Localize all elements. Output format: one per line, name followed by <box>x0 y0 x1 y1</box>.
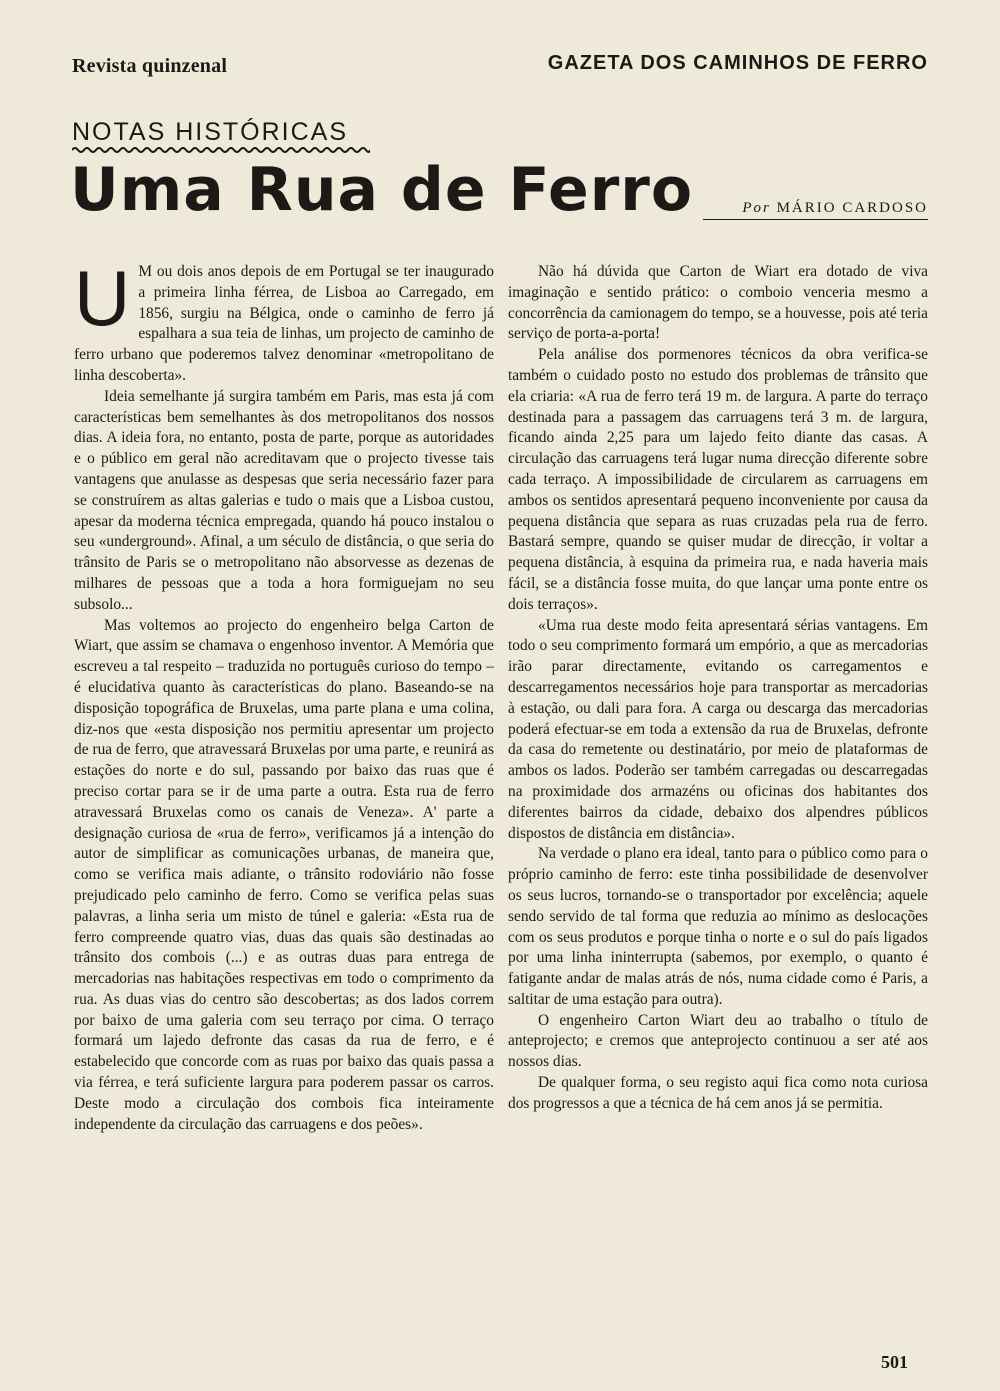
paragraph: Mas voltemos ao projecto do engenheiro belga Carton de Wiart, que assim se chamava o engenhoso inventor. A Memória que escreveu a tal respeito – traduzida no português curioso do tempo – é elucidativa quanto às características do plano. Baseando-se na disposição topográfica de Bruxelas, uma parte plana e uma colina, diz-nos que «esta disposição nos permitiu apresentar um projecto de rua de ferro, que atravessará Bruxelas por uma parte, e reunirá as estações do norte e do sul, passando por baixo das ruas que é preciso cortar para se ir de uma parte a outra. Esta rua de ferro atravessará Bruxelas como os canais de Veneza». A' parte a designação curiosa de «rua de ferro», verificamos já a intenção do autor de simplificar as comunicações urbanas, de maneira que, como se verifica mais adiante, o trânsito rodoviário não fosse prejudicado pelo caminho de ferro. Como se verifica pelas suas palavras, a linha seria um misto de túnel e galeria: «Esta rua de ferro compreende quatro vias, duas das quais são destinadas ao trânsito dos combois (...) e as outras duas para entrega de mercadorias nas habitações respectivas em todo o comprimento da rua. As duas vias do centro são descobertas; as dos lados correm por baixo de uma galeria com seu terraço por cima. O terraço formará um lajedo defronte das casas da rua de ferro, e é estabelecido que concorde com as ruas por baixo das quais passa a via férrea, e terá suficiente largura para poderem passar os carros. Deste modo a circulação dos combois fica inteiramente independente da circulação das carruagens e dos peões». <box>74 616 494 1133</box>
paragraph: Na verdade o plano era ideal, tanto para o público como para o próprio caminho de ferro: este tinha possibilidade de desenvolver os seus lucros, tornando-se o transportador por excelência; aquele sendo servido de tal forma que reduzia ao mínimo as deslocações com os seus produtos e porque tinha o norte e o sul do país ligados por uma linha ininterrupta (sabemos, por exemplo, o quanto é fatigante andar de malas atrás de nós, numa cidade como é Paris, a saltitar de uma estação para outra). <box>508 845 928 1008</box>
decorative-wavy-rule <box>72 146 370 154</box>
article-column-left <box>74 254 494 1135</box>
paragraph <box>74 254 494 387</box>
header-publication-title: GAZETA DOS CAMINHOS DE FERRO <box>547 52 928 74</box>
page-number: 501 <box>881 1352 908 1372</box>
paragraph: Ideia semelhante já surgira também em Paris, mas esta já com características bem semelhantes às dos metropolitanos dos nossos dias. A ideia fora, no entanto, posta de parte, porque as autoridades e o público em geral não acreditavam que o projecto tivesse tais vantagens que anulasse as despesas que seria necessário fazer para se construírem as altas galerias e tudo o mais que a Lisboa custou, apesar da moderna técnica empregada, quando há pouco instalou o seu «underground». Afinal, a um século de distância, o que seria do trânsito de Paris se o metropolitano não absorvesse as dezenas de milhares de pessoas que a toda a hora formiguejam no seu subsolo... <box>74 387 494 613</box>
header-periodicity: Revista quinzenal <box>72 55 228 77</box>
drop-cap: U <box>74 254 131 342</box>
paragraph: «Uma rua deste modo feita apresentará sérias vantagens. Em todo o seu comprimento formará um empório, a que as mercadorias irão parar directamente, evitando os carregamentos e descarregamentos necessários hoje para transportar as mercadorias à estação, ou dali para fora. A carga ou descarga das mercadorias poderá efectuar-se em toda a extensão da rua de Bruxelas, defronte da casa do remetente ou destinatário, por meio de plataformas de ambos os lados. Poderão ser também carregadas ou descarregadas na proximidade dos armazéns ou oficinas dos habitantes dos diferentes bairros da cidade, debaixo dos alpendres públicos dispostos de distância em distância». <box>508 616 928 842</box>
byline-prefix: Por <box>742 200 771 216</box>
byline-author: MÁRIO CARDOSO <box>776 200 928 216</box>
article-column-right <box>508 262 928 1115</box>
paragraph: Não há dúvida que Carton de Wiart era dotado de viva imaginação e sentido prático: o comboio venceria mesmo a concorrência da camionagem do tempo, se a houvesse, pois até teria serviço de porta-a-porta! <box>508 263 928 343</box>
paragraph-text: M ou dois anos depois de em Portugal se ter inaugurado a primeira linha férrea, de Lisboa ao Carregado, em 1856, surgiu na Bélgica, onde o caminho de ferro já espalhara a sua teia de linhas, um projecto de caminho de ferro urbano que poderemos talvez denominar «metropolitano de linha descoberta». <box>74 263 494 384</box>
article-title: Uma Rua de Ferro <box>70 155 694 225</box>
section-label: NOTAS HISTÓRICAS <box>72 118 349 146</box>
paragraph: De qualquer forma, o seu registo aqui fica como nota curiosa dos progressos a que a técnica de há cem anos já se permitia. <box>508 1074 928 1112</box>
paragraph: O engenheiro Carton Wiart deu ao trabalho o título de anteprojecto; e cremos que anteprojecto continuou a ser até aos nossos dias. <box>508 1011 928 1071</box>
paragraph: Pela análise dos pormenores técnicos da obra verifica-se também o cuidado posto no estudo dos problemas de trânsito que ela criaria: «A rua de ferro terá 19 m. de largura. A parte do terraço destinada para a passagem das carruagens terá 3 m. de largura, ficando ainda 2,25 para um lajedo feito diante das casas. A circulação das carruagens terá lugar numa direcção diferente sobre cada terraço. A impossibilidade de circularem as carruagens em ambos os sentidos apresentará pequeno inconveniente por causa da pequena distância que separa as ruas cruzadas pela rua de ferro. Bastará sempre, quando se quiser mudar de direcção, ir voltar a pequena distância, à esquina da primeira rua, e nada haveria mais fácil, se a distância fosse muita, do que lançar uma ponte entre os dois terraços». <box>508 346 928 613</box>
byline <box>703 200 928 220</box>
